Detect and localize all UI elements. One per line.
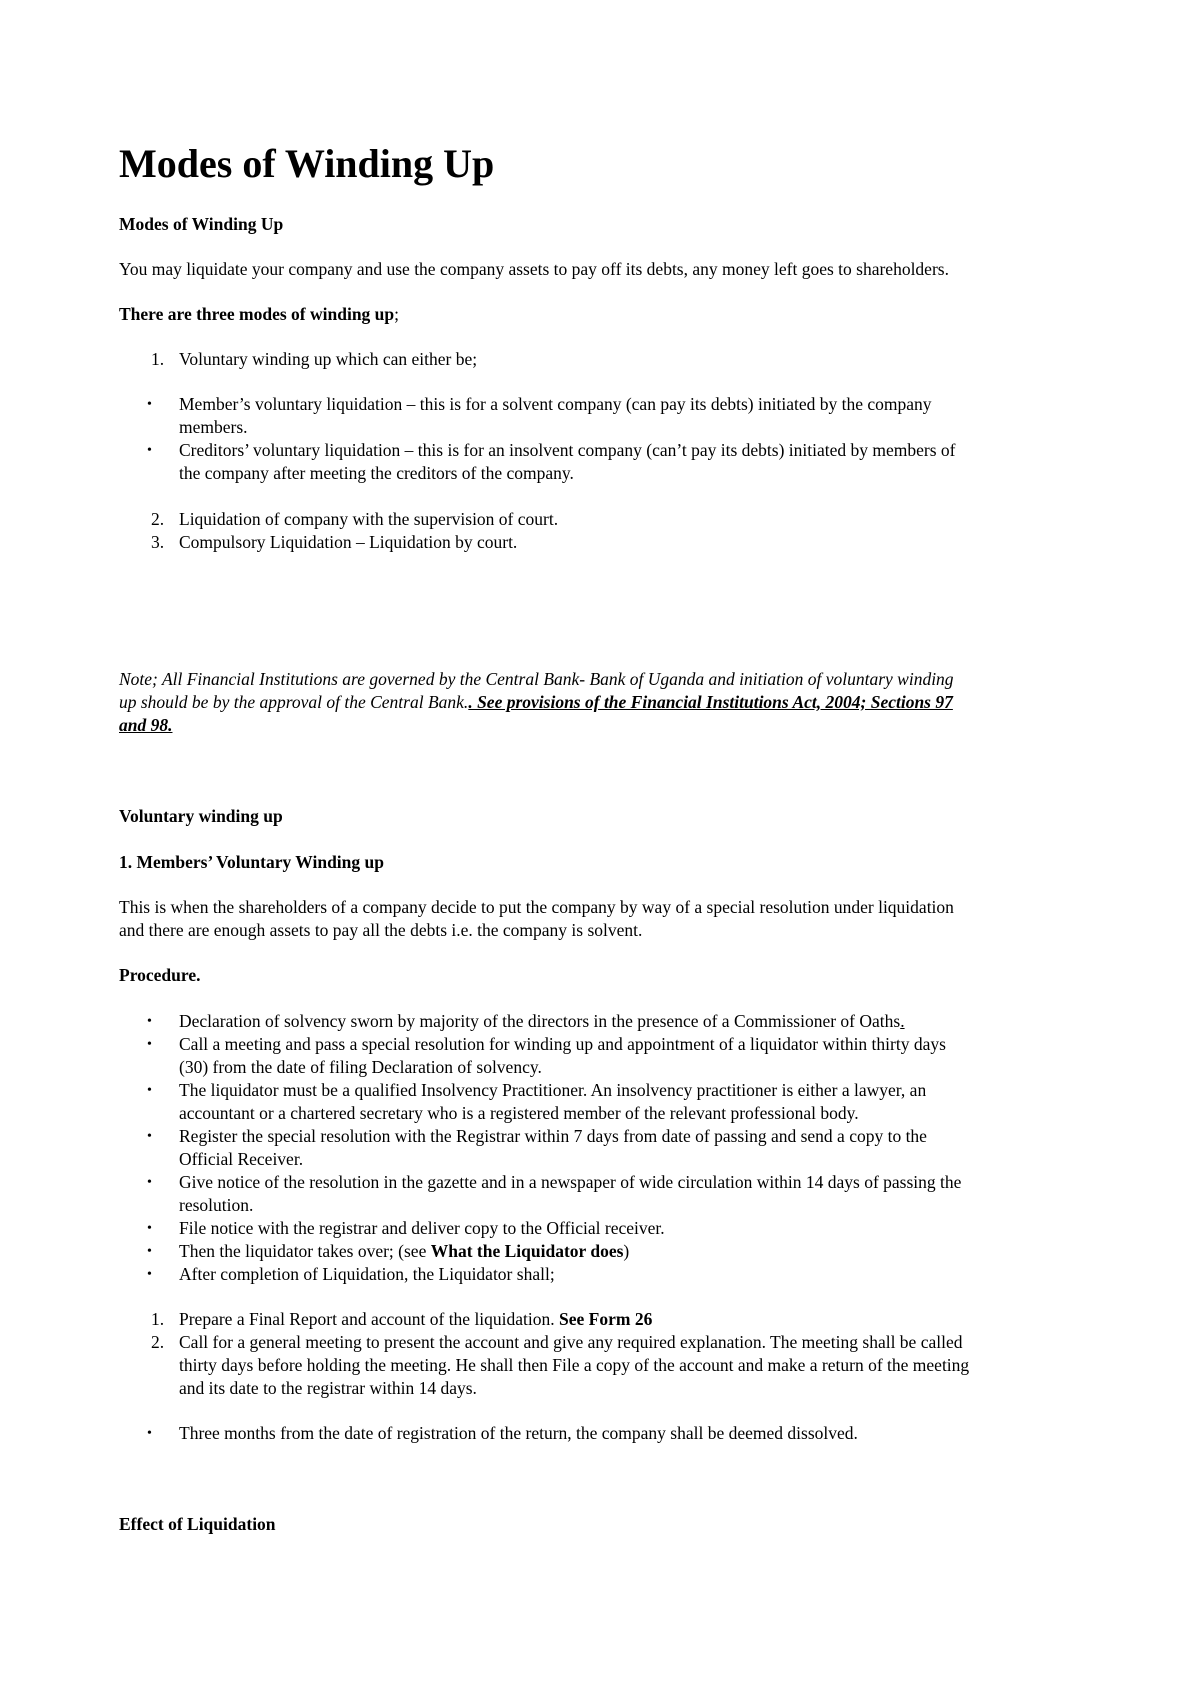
procedure-item-notice-line2: resolution. <box>179 1195 254 1215</box>
procedure-item-notice-line1: Give notice of the resolution in the gazette and in a newspaper of wide circulation within 14 days of passing the <box>179 1172 962 1192</box>
bullet-icon: • <box>147 1014 152 1029</box>
members-desc-line1: This is when the shareholders of a company decide to put the company by way of a special resolution under liquidation <box>119 897 954 917</box>
mode2-marker: 2. <box>151 509 165 529</box>
members-heading: 1. Members’ Voluntary Winding up <box>119 852 384 872</box>
members-desc-line2: and there are enough assets to pay all the debts i.e. the company is solvent. <box>119 920 643 940</box>
modes-heading <box>119 303 399 326</box>
bullet-icon: • <box>147 1244 152 1259</box>
subtitle: Modes of Winding Up <box>119 214 284 234</box>
bullet-icon: • <box>147 443 152 458</box>
step2-line2: thirty days before holding the meeting. He shall then File a copy of the account and make a return of the meeting <box>179 1355 970 1375</box>
creditors-voluntary-line2: the company after meeting the creditors of the company. <box>179 463 574 483</box>
mode1-marker: 1. <box>151 349 165 369</box>
procedure-item-register-line1: Register the special resolution with the Registrar within 7 days from date of passing and send a copy to the <box>179 1126 927 1146</box>
creditors-voluntary-line1: Creditors’ voluntary liquidation – this is for an insolvent company (can’t pay its debts) initiated by members of <box>179 440 956 460</box>
bullet-icon: • <box>147 1426 152 1441</box>
procedure-item-meeting-line2: (30) from the date of filing Declaration of solvency. <box>179 1057 542 1077</box>
final-bullet-text: Three months from the date of registration of the return, the company shall be deemed dissolved. <box>179 1423 858 1443</box>
step1-bold: See Form 26 <box>559 1309 653 1329</box>
modes-heading-bold: There are three modes of winding up <box>119 304 395 324</box>
procedure-item-takeover <box>179 1240 1079 1263</box>
modes-heading-tail: ; <box>394 304 400 324</box>
members-voluntary-line1: Member’s voluntary liquidation – this is for a solvent company (can pay its debts) initiated by the company <box>179 394 932 414</box>
mode2-text: Liquidation of company with the supervision of court. <box>179 509 559 529</box>
step2-line3: and its date to the registrar within 14 days. <box>179 1378 477 1398</box>
procedure-item-register <box>179 1125 1079 1171</box>
bullet-icon: • <box>147 1129 152 1144</box>
step1-plain: Prepare a Final Report and account of the liquidation. <box>179 1309 560 1329</box>
financial-institutions-act-link[interactable]: . See provisions of the Financial Institutions Act, 2004; Sections 97 <box>468 692 953 712</box>
mode3-marker: 3. <box>151 532 165 552</box>
note-line2-plain: up should be by the approval of the Central Bank. <box>119 692 469 712</box>
bullet-icon: • <box>147 1175 152 1190</box>
step1-text <box>179 1308 1079 1331</box>
procedure-item-register-line2: Official Receiver. <box>179 1149 304 1169</box>
mode3-text: Compulsory Liquidation – Liquidation by court. <box>179 532 518 552</box>
procedure-item-takeover-post: ) <box>623 1241 630 1261</box>
procedure-item-declaration <box>179 1010 1079 1033</box>
note-line3 <box>119 714 172 737</box>
procedure-item-meeting-line1: Call a meeting and pass a special resolution for winding up and appointment of a liquidator within thirty days <box>179 1034 946 1054</box>
procedure-item-liquidator-line1: The liquidator must be a qualified Insolvency Practitioner. An insolvency practitioner is either a lawyer, an <box>179 1080 927 1100</box>
procedure-item-liquidator <box>179 1079 1079 1125</box>
note-line1: Note; All Financial Institutions are governed by the Central Bank- Bank of Uganda and initiation of voluntary winding <box>119 669 954 689</box>
bullet-icon: • <box>147 1037 152 1052</box>
note-line2 <box>119 691 953 714</box>
procedure-item-file-notice: File notice with the registrar and deliver copy to the Official receiver. <box>179 1218 665 1238</box>
procedure-item-declaration-text: Declaration of solvency sworn by majority of the directors in the presence of a Commissioner of Oaths <box>179 1011 901 1031</box>
procedure-item-completion: After completion of Liquidation, the Liquidator shall; <box>179 1264 555 1284</box>
bullet-icon: • <box>147 1221 152 1236</box>
step2-text <box>179 1331 1079 1400</box>
procedure-item-meeting <box>179 1033 1079 1079</box>
members-voluntary-line2: members. <box>179 417 248 437</box>
procedure-item-takeover-pre: Then the liquidator takes over; (see <box>179 1241 431 1261</box>
mode1-text: Voluntary winding up which can either be; <box>179 349 478 369</box>
procedure-item-declaration-tail: . <box>900 1011 905 1031</box>
intro-paragraph: You may liquidate your company and use the company assets to pay off its debts, any money left goes to shareholders. <box>119 259 949 279</box>
step2-line1: Call for a general meeting to present the account and give any required explanation. The meeting shall be called <box>179 1332 963 1352</box>
step2-marker: 2. <box>151 1332 165 1352</box>
members-voluntary-item <box>179 393 1079 439</box>
page-title: Modes of Winding Up <box>119 141 495 186</box>
voluntary-heading: Voluntary winding up <box>119 806 283 826</box>
step1-marker: 1. <box>151 1309 165 1329</box>
procedure-item-liquidator-line2: accountant or a chartered secretary who is a registered member of the relevant professional body. <box>179 1103 859 1123</box>
bullet-icon: • <box>147 1083 152 1098</box>
bullet-icon: • <box>147 1267 152 1282</box>
creditors-voluntary-item <box>179 439 1079 485</box>
procedure-heading: Procedure. <box>119 965 201 985</box>
bullet-icon: • <box>147 397 152 412</box>
procedure-item-notice <box>179 1171 1079 1217</box>
procedure-item-takeover-bold: What the Liquidator does <box>430 1241 624 1261</box>
effect-heading: Effect of Liquidation <box>119 1514 276 1534</box>
financial-institutions-act-link-continued[interactable]: and 98. <box>119 715 173 735</box>
